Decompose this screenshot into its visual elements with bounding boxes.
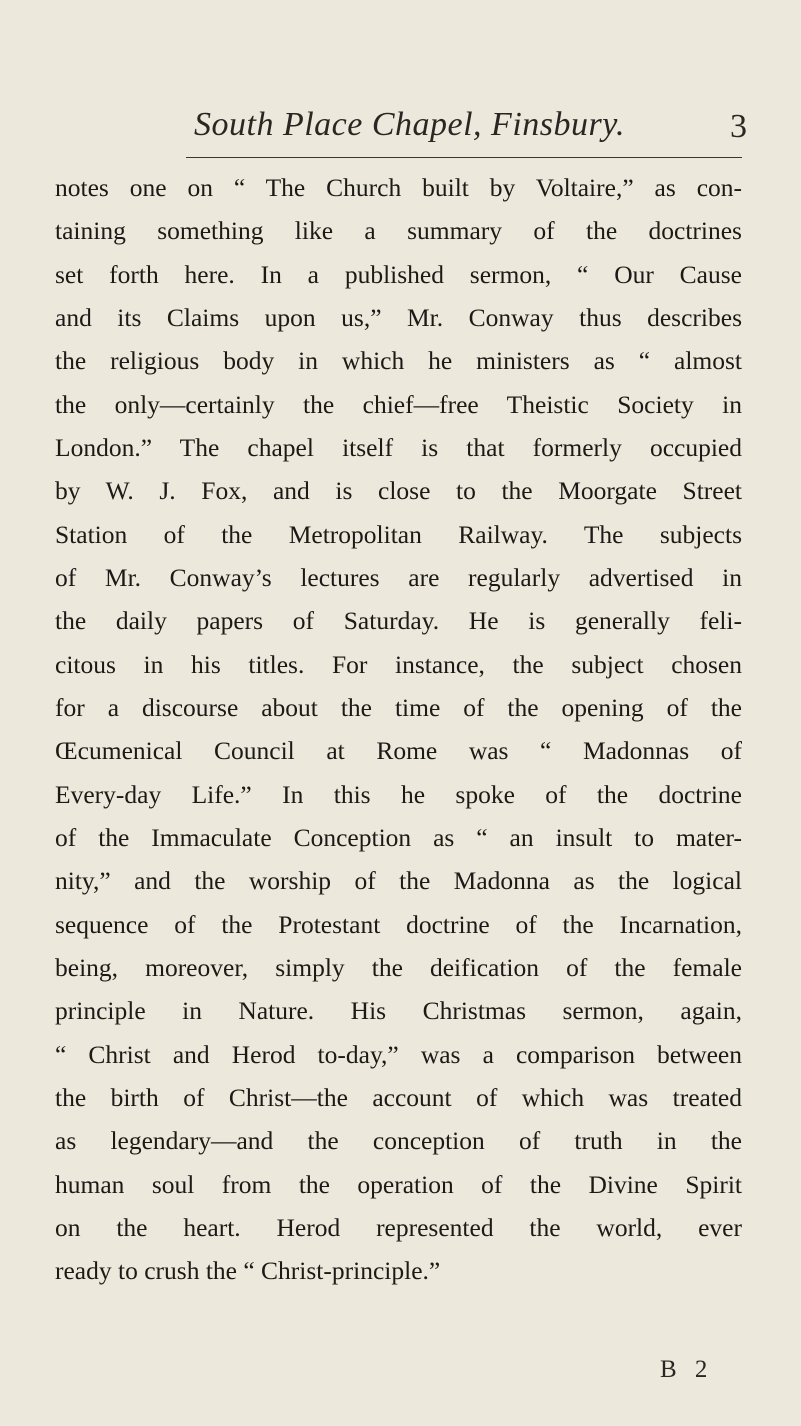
- signature-mark: B 2: [660, 1356, 714, 1383]
- text-line: by W. J. Fox, and is close to the Moorgate Street: [55, 476, 742, 506]
- text-line: being, moreover, simply the deification of the female: [55, 952, 742, 982]
- text-line: the only—certainly the chief—free Theistic Society in: [55, 389, 742, 419]
- text-line: notes one on “ The Church built by Voltaire,” as con-: [55, 173, 742, 202]
- text-line: ready to crush the “ Christ-principle.”: [55, 1256, 441, 1286]
- text-line: the religious body in which he ministers as “ almost: [55, 346, 742, 376]
- body-text: [55, 166, 742, 1293]
- page-number: 3: [730, 108, 747, 145]
- text-line: citous in his titles. For instance, the subject chosen: [55, 649, 742, 679]
- text-line: of the Immaculate Conception as “ an insult to mater-: [55, 822, 742, 852]
- text-line: Œcumenical Council at Rome was “ Madonnas of: [55, 736, 742, 766]
- text-line: nity,” and the worship of the Madonna as the logical: [55, 866, 742, 896]
- running-title: South Place Chapel, Finsbury.: [194, 106, 625, 143]
- text-line: of Mr. Conway’s lectures are regularly advertised in: [55, 562, 742, 592]
- header-rule: [186, 157, 742, 158]
- text-line: for a discourse about the time of the opening of the: [55, 692, 742, 722]
- text-line: London.” The chapel itself is that formerly occupied: [55, 432, 742, 462]
- text-line: “ Christ and Herod to-day,” was a comparison between: [55, 1039, 742, 1069]
- text-line: on the heart. Herod represented the world, ever: [55, 1212, 742, 1242]
- text-line: set forth here. In a published sermon, “ Our Cause: [55, 259, 742, 289]
- text-line: the daily papers of Saturday. He is generally feli-: [55, 606, 742, 636]
- text-line: sequence of the Protestant doctrine of the Incarnation,: [55, 909, 742, 939]
- text-line: principle in Nature. His Christmas sermon, again,: [55, 996, 742, 1026]
- text-line: the birth of Christ—the account of which was treated: [55, 1082, 742, 1112]
- text-line: Every-day Life.” In this he spoke of the doctrine: [55, 779, 742, 809]
- text-line: taining something like a summary of the doctrines: [55, 216, 742, 246]
- text-line: Station of the Metropolitan Railway. The subjects: [55, 519, 742, 549]
- text-line: and its Claims upon us,” Mr. Conway thus describes: [55, 302, 742, 332]
- text-line: as legendary—and the conception of truth in the: [55, 1126, 742, 1156]
- page-header: [0, 106, 801, 156]
- text-line: human soul from the operation of the Divine Spirit: [55, 1169, 742, 1199]
